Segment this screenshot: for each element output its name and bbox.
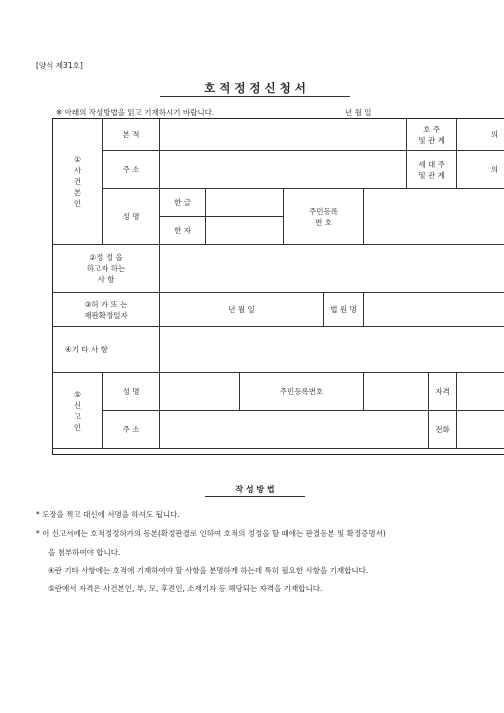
name-label: 성 명 (103, 189, 160, 245)
application-date: 년 월 일 (345, 108, 372, 117)
title-underline (160, 96, 350, 97)
application-form-table (52, 118, 504, 449)
name-hanja-field[interactable] (206, 217, 284, 245)
household-lead-relation-field[interactable]: 의 (457, 151, 504, 189)
address-field[interactable] (160, 151, 407, 189)
household-lead-relation-label: 세 대 주 및 관 계 (407, 151, 457, 189)
guide-line-2: * 이 신고서에는 호적정정허가의 등본(확정판결로 인하여 호적의 정정을 할 때에는 판결등본 및 확정증명서) (36, 529, 386, 538)
registered-domicile-label: 본 적 (103, 119, 160, 151)
guide-title: 작 성 방 법 (235, 485, 275, 494)
name-hangeul-field[interactable] (206, 189, 284, 217)
reporter-resident-number-field[interactable] (364, 373, 429, 411)
other-matters-label: ④기 타 사 항 (53, 327, 160, 373)
phone-field[interactable] (457, 411, 504, 449)
permission-date-field[interactable]: 년 월 일 (160, 293, 324, 327)
other-matters-field[interactable] (160, 327, 504, 373)
guide-line-5: ⑤란에서 자격은 사건본인, 부, 모, 후견인, 소재기자 등 해당되는 자격을 기재합니다. (48, 584, 323, 593)
hanja-label: 한 자 (160, 217, 206, 245)
qualification-label: 자격 (429, 373, 457, 411)
form-number: [양식 제31호] (36, 61, 83, 70)
qualification-field[interactable] (457, 373, 504, 411)
guide-line-4: ④란 기타 사항에는 호적에 기재하여야 할 사항을 분명하게 하는데 특히 필요한 사항을 기재합니다. (48, 566, 369, 575)
reporter-address-field[interactable] (160, 411, 429, 449)
household-head-relation-field[interactable]: 의 (457, 119, 504, 151)
reporter-label: ⑤ 신 고 인 (53, 373, 103, 449)
court-name-field[interactable] (364, 293, 504, 327)
reporter-name-field[interactable] (160, 373, 240, 411)
reporter-name-label: 성 명 (103, 373, 160, 411)
reporter-address-label: 주 소 (103, 411, 160, 449)
guide-line-3: 을 첨부하여야 합니다. (48, 548, 121, 557)
household-head-relation-label: 호 주 및 관 계 (407, 119, 457, 151)
correction-matters-field[interactable] (160, 245, 504, 293)
correction-matters-label: ②정 정 을 하고자 하는 사 항 (53, 245, 160, 293)
hangeul-label: 한 글 (160, 189, 206, 217)
court-name-label: 법 원 명 (324, 293, 364, 327)
resident-number-label: 주민등록 번 호 (284, 189, 364, 245)
instruction-notice: ※ 아래의 작성방법을 읽고 기재하시기 바랍니다. (56, 108, 215, 117)
reporter-resident-number-label: 주민등록번호 (240, 373, 364, 411)
permission-date-label: ③허 가 또 는 재판확정일자 (53, 293, 160, 327)
subject-person-label: ① 사 건 본 인 (53, 119, 103, 245)
registered-domicile-field[interactable] (160, 119, 407, 151)
phone-label: 전화 (429, 411, 457, 449)
resident-number-field[interactable] (364, 189, 504, 245)
address-label: 주 소 (103, 151, 160, 189)
guide-title-underline (205, 496, 305, 497)
page-title: 호 적 정 정 신 청 서 (204, 81, 306, 95)
guide-line-1: * 도장을 찍고 대신에 서명을 하셔도 됩니다. (36, 510, 180, 519)
